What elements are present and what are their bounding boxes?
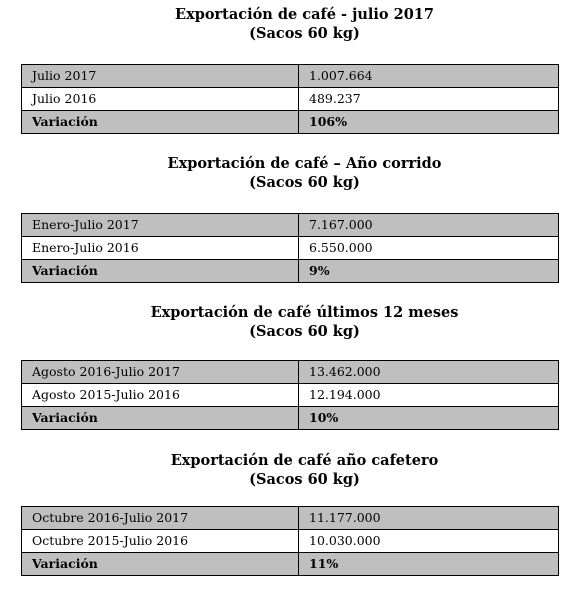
section-subtitle: (Sacos 60 kg) <box>249 323 360 340</box>
export-section-coffee-year <box>0 451 579 489</box>
table-row <box>22 361 559 384</box>
variation-row <box>22 407 559 430</box>
variation-row <box>22 553 559 576</box>
variation-row <box>22 260 559 283</box>
row-value: 11.177.000 <box>299 507 559 530</box>
export-table-coffee-year <box>21 506 559 576</box>
table-row <box>22 384 559 407</box>
section-subtitle: (Sacos 60 kg) <box>249 174 360 191</box>
row-label: Agosto 2016-Julio 2017 <box>22 361 299 384</box>
row-value: 6.550.000 <box>299 237 559 260</box>
variation-label: Variación <box>22 553 299 576</box>
section-title: Exportación de café últimos 12 meses <box>150 304 459 321</box>
export-section-last-12-months <box>0 303 579 341</box>
export-table-july <box>21 64 559 134</box>
section-title: Exportación de café - julio 2017 <box>175 6 434 23</box>
row-label: Agosto 2015-Julio 2016 <box>22 384 299 407</box>
export-section-july <box>0 5 579 43</box>
table-row <box>22 237 559 260</box>
row-label: Octubre 2016-Julio 2017 <box>22 507 299 530</box>
variation-row <box>22 111 559 134</box>
table-row <box>22 214 559 237</box>
row-value: 1.007.664 <box>299 65 559 88</box>
section-title: Exportación de café – Año corrido <box>167 155 442 172</box>
section-subtitle: (Sacos 60 kg) <box>249 25 360 42</box>
export-section-year-to-date <box>0 154 579 192</box>
row-label: Julio 2016 <box>22 88 299 111</box>
variation-value: 9% <box>299 260 559 283</box>
export-table-year-to-date <box>21 213 559 283</box>
row-value: 13.462.000 <box>299 361 559 384</box>
variation-value: 11% <box>299 553 559 576</box>
section-subtitle: (Sacos 60 kg) <box>249 471 360 488</box>
row-value: 10.030.000 <box>299 530 559 553</box>
row-value: 12.194.000 <box>299 384 559 407</box>
table-row <box>22 88 559 111</box>
section-title: Exportación de café año cafetero <box>170 452 439 469</box>
variation-label: Variación <box>22 111 299 134</box>
variation-value: 10% <box>299 407 559 430</box>
variation-label: Variación <box>22 260 299 283</box>
row-label: Enero-Julio 2016 <box>22 237 299 260</box>
table-row <box>22 507 559 530</box>
variation-label: Variación <box>22 407 299 430</box>
row-value: 489.237 <box>299 88 559 111</box>
row-label: Octubre 2015-Julio 2016 <box>22 530 299 553</box>
variation-value: 106% <box>299 111 559 134</box>
row-value: 7.167.000 <box>299 214 559 237</box>
export-table-last-12-months <box>21 360 559 430</box>
table-row <box>22 530 559 553</box>
row-label: Enero-Julio 2017 <box>22 214 299 237</box>
row-label: Julio 2017 <box>22 65 299 88</box>
table-row <box>22 65 559 88</box>
